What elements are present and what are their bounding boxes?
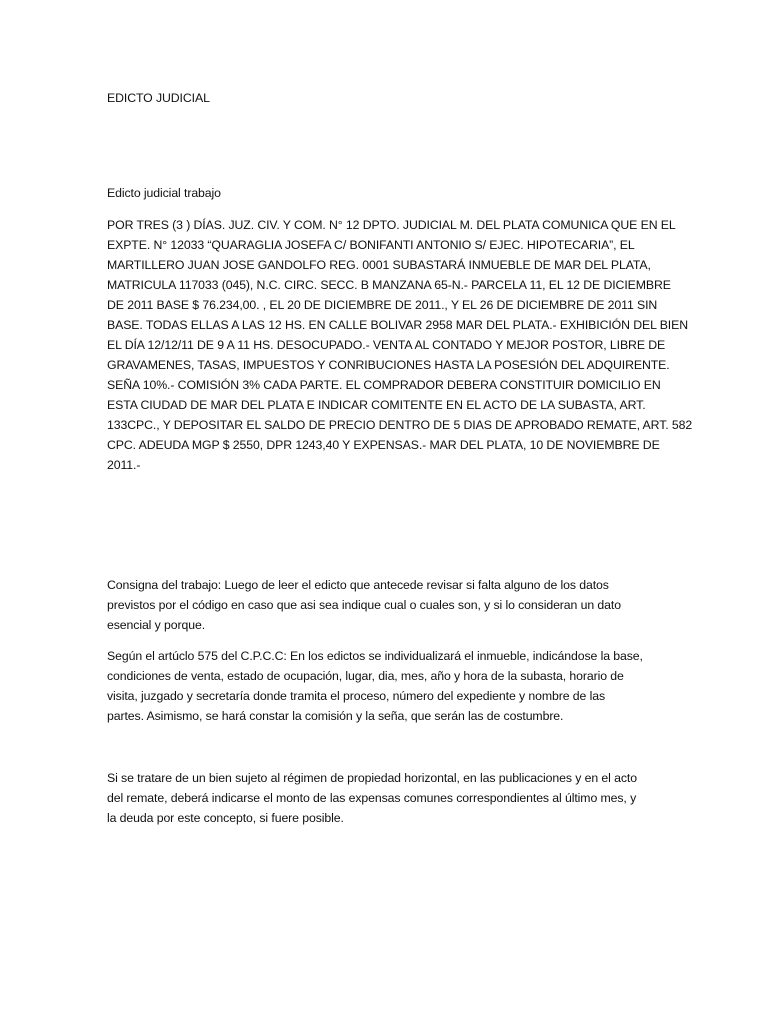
assignment-line: esencial y porque. — [107, 618, 206, 632]
edict-line: ESTA CIUDAD DE MAR DEL PLATA E INDICAR COMITENTE EN EL ACTO DE LA SUBASTA, ART. — [107, 398, 646, 412]
article-line: partes. Asimismo, se hará constar la comisión y la seña, que serán las de costumbre. — [107, 709, 564, 723]
horizontal-property-line: Si se tratare de un bien sujeto al régimen de propiedad horizontal, en las publicaciones y en el acto — [107, 771, 637, 785]
edict-line: 2011.- — [107, 458, 141, 472]
article-line: visita, juzgado y secretaría donde tramita el proceso, número del expediente y nombre de las — [107, 689, 605, 703]
horizontal-property-line: la deuda por este concepto, si fuere posible. — [107, 811, 344, 825]
edict-line: GRAVAMENES, TASAS, IMPUESTOS Y CONRIBUCIONES HASTA LA POSESIÓN DEL ADQUIRENTE. — [107, 358, 670, 372]
article-paragraph — [107, 646, 667, 726]
edict-line: SEÑA 10%.- COMISIÓN 3% CADA PARTE. EL COMPRADOR DEBERA CONSTITUIR DOMICILIO EN — [107, 378, 661, 392]
article-line: Según el artúclo 575 del C.P.C.C: En los edictos se individualizará el inmueble, indicándose la base, — [107, 649, 643, 663]
edict-line: POR TRES (3 ) DÍAS. JUZ. CIV. Y COM. N° 12 DPTO. JUDICIAL M. DEL PLATA COMUNICA QUE EN EL — [107, 218, 676, 232]
assignment-line: previstos por el código en caso que asi sea indique cual o cuales son, y si lo consideran un dato — [107, 598, 621, 612]
edict-line: BASE. TODAS ELLAS A LAS 12 HS. EN CALLE BOLIVAR 2958 MAR DEL PLATA.- EXHIBICIÓN DEL BIEN — [107, 318, 689, 332]
edict-line: MARTILLERO JUAN JOSE GANDOLFO REG. 0001 SUBASTARÁ INMUEBLE DE MAR DEL PLATA, — [107, 258, 651, 272]
edict-paragraph — [107, 215, 693, 475]
horizontal-property-line: del remate, deberá indicarse el monto de las expensas comunes correspondientes al último mes, y — [107, 791, 637, 805]
document-title — [107, 88, 667, 108]
section-title — [107, 183, 667, 203]
edict-line: MATRICULA 117033 (045), N.C. CIRC. SECC. B MANZANA 65-N.- PARCELA 11, EL 12 DE DICIEMBRE — [107, 278, 671, 292]
edict-line: CPC. ADEUDA MGP $ 2550, DPR 1243,40 Y EXPENSAS.- MAR DEL PLATA, 10 DE NOVIEMBRE DE — [107, 438, 660, 452]
edict-line: EL DÍA 12/12/11 DE 9 A 11 HS. DESOCUPADO.- VENTA AL CONTADO Y MEJOR POSTOR, LIBRE DE — [107, 338, 666, 352]
edict-line: EXPTE. N° 12033 “QUARAGLIA JOSEFA C/ BONIFANTI ANTONIO S/ EJEC. HIPOTECARIA”, EL — [107, 238, 635, 252]
edict-line: DE 2011 BASE $ 76.234,00. , EL 20 DE DICIEMBRE DE 2011., Y EL 26 DE DICIEMBRE DE 2011 SIN — [107, 298, 658, 312]
document-title-text: EDICTO JUDICIAL — [107, 91, 210, 105]
assignment-paragraph — [107, 575, 667, 635]
horizontal-property-paragraph — [107, 768, 667, 828]
assignment-line: Consigna del trabajo: Luego de leer el edicto que antecede revisar si falta alguno de los datos — [107, 578, 609, 592]
edict-line: 133CPC., Y DEPOSITAR EL SALDO DE PRECIO DENTRO DE 5 DIAS DE APROBADO REMATE, ART. 582 — [107, 418, 693, 432]
article-line: condiciones de venta, estado de ocupación, lugar, dia, mes, año y hora de la subasta, horario de — [107, 669, 624, 683]
section-title-text: Edicto judicial trabajo — [107, 186, 221, 200]
